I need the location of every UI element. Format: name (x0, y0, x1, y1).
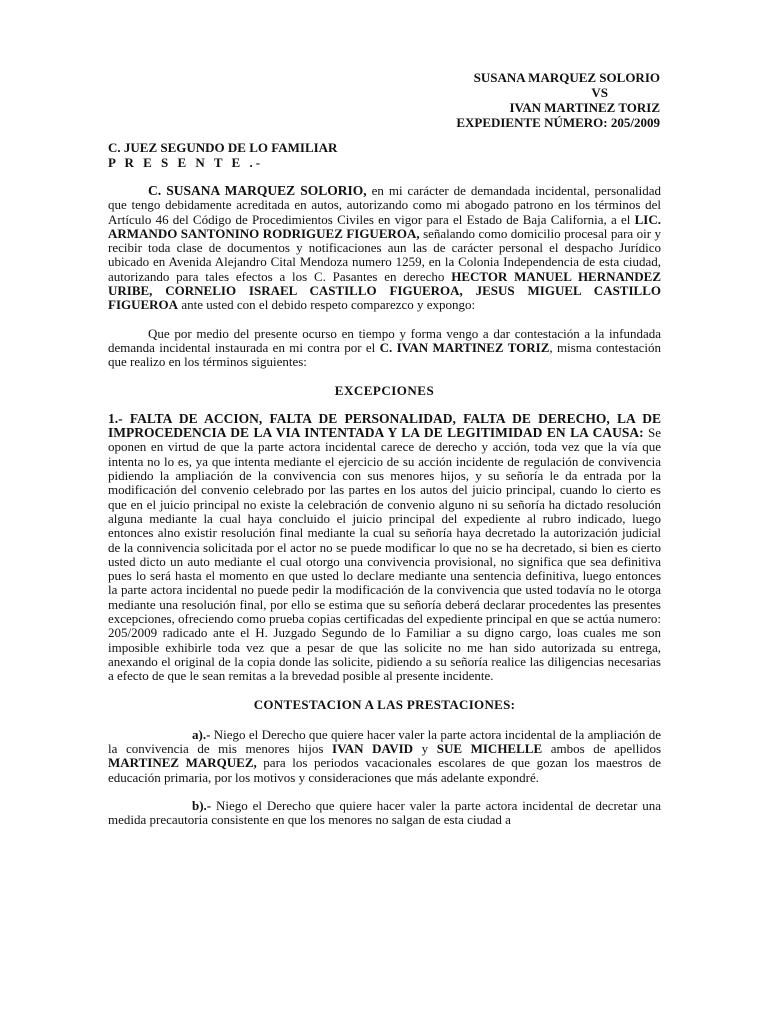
intro-paragraph (108, 184, 661, 313)
counterparty-name: C. IVAN MARTINEZ TORIZ (379, 339, 550, 355)
child-name-1: IVAN DAVID (332, 741, 414, 757)
response-text-2: , misma contestación que realizo en los términos siguientes: (108, 339, 662, 370)
exception-1-title: 1.- FALTA DE ACCION, FALTA DE PERSONALIDAD, FALTA DE DERECHO, LA DE IMPROCEDENCIA DE LA VIA INTENTADA Y LA DE LEGITIMIDAD EN LA CAUSA: (108, 410, 661, 441)
benefits-heading: CONTESTACION A LAS PRESTACIONES: (253, 696, 516, 712)
case-caption (456, 70, 660, 130)
benefit-b-text: Niego el Derecho que quiere hacer valer la parte actora incidental de decretar una medida precautoria consistente en que los menores no salgan de esta ciudad a (108, 797, 661, 828)
interns-names: HECTOR MANUEL HERNANDEZ URIBE, CORNELIO ISRAEL CASTILLO FIGUEROA, JESUS MIGUEL CASTILLO FIGUEROA (108, 268, 662, 313)
party-name: C. SUSANA MARQUEZ SOLORIO, (148, 183, 367, 198)
addressee-judge: C. JUEZ SEGUNDO DE LO FAMILIAR (108, 140, 338, 155)
exceptions-heading: EXCEPCIONES (334, 382, 435, 398)
response-text-1: Que por medio del presente ocurso en tiempo y forma vengo a dar contestación a la infundada demanda incidental instaurada en mi contra por el (108, 325, 661, 355)
benefit-b-paragraph (108, 799, 661, 828)
children-surnames: MARTINEZ MARQUEZ, (108, 755, 257, 771)
intro-text-2: señalando como domicilio procesal para oir y recibir toda clase de documentos y notificaciones aun las de carácter personal el despacho Jurídico ubicado en Avenida Alejandro Cital Mendoza numero 1259, en la Colonia Independencia de esta ciudad, autorizando para tales efectos a los C. Pasantes en derecho (108, 225, 661, 284)
benefit-a-paragraph (108, 728, 661, 785)
exception-1-paragraph (108, 412, 661, 684)
benefit-b-label: b).- (192, 797, 212, 813)
caption-versus: VS (591, 85, 608, 100)
benefit-a-text-4: para los periodos vacacionales escolares de que gozan los maestros de educación primaria, por los motivos y consideraciones que más adelante expondré. (108, 755, 661, 785)
addressee-block (108, 140, 337, 170)
intro-text-1: en mi carácter de demandada incidental, personalidad que tengo debidamente acreditada en autos, autorizando como mi abogado patrono en los términos del Artículo 46 del Código de Procedimientos Civiles en vigor para el Estado de Baja California, a el (108, 183, 661, 227)
benefit-a-label: a).- (192, 726, 211, 742)
benefit-a-text-2: y (413, 741, 437, 757)
caption-case-number: EXPEDIENTE NÚMERO: 205/2009 (456, 115, 660, 130)
caption-defendant: IVAN MARTINEZ TORIZ (509, 100, 660, 115)
document-body (108, 184, 661, 828)
lawyer-name: LIC. ARMANDO SANTONINO RODRIGUEZ FIGUEROA, (108, 211, 661, 241)
caption-plaintiff: SUSANA MARQUEZ SOLORIO (473, 70, 660, 85)
benefit-a-text-1: Niego el Derecho que quiere hacer valer la parte actora incidental de la ampliación de la convivencia de mis menores hijos (108, 726, 661, 757)
benefit-a-text-3: ambos de apellidos (542, 741, 661, 757)
child-name-2: SUE MICHELLE (436, 741, 543, 757)
exception-1-text: Se oponen en virtud de que la parte actora incidental carece de derecho y acción, toda vez que la vía que intenta no lo es, ya que intenta mediante el ejercicio de su acción incidente de regulación de convivencia pidiendo la ampliación de la convivencia con sus menores hijos, y su señoría le da entrada por la modificación del convenio celebrado por las partes en los autos del juicio principal, cuando lo cierto es que en el juicio principal no existe la celebración de convenio alguno ni su señoría ha dictado resolución alguna mediante la cual haya concluido el juicio principal del expediente al rubro indicado, luego entonces alno existir resolución final mediante la cual su señoría haya decretado la autorización judicial de la connivencia solicitada por el actor no se puede modificar lo que no se ha decretado, si bien es cierto usted dicto un auto mediante el cual otorgo una convivencia provisional, no significa que sea definitiva pues lo será hasta el momento en que usted lo declare mediante una sentencia definitiva, luego entonces la parte actora incidental no puede pedir la modificación de la convivencia que usted todavía no le otorga mediante una resolución final, por ello se estima que su señoría deberá declarar procedentes las presentes excepciones, ofreciendo como prueba copias certificadas del expediente principal en que se actúa numero: 205/2009 radicado ante el H. Juzgado Segundo de lo Familiar a su digno cargo, loas cuales me son imposible exhibirle toda vez que a pesar de que las solicite no me han sido autorizada su entrega, anexando el original de la copia donde las solicite, pidiendo a su señoría realice las diligencias necesarias a efecto de que le sean remitas a la brevedad posible al presente incidente. (108, 425, 662, 684)
addressee-present: P R E S E N T E .- (108, 155, 264, 170)
intro-text-3: ante usted con el debido respeto comparezco y expongo: (178, 297, 476, 313)
response-paragraph (108, 327, 661, 370)
